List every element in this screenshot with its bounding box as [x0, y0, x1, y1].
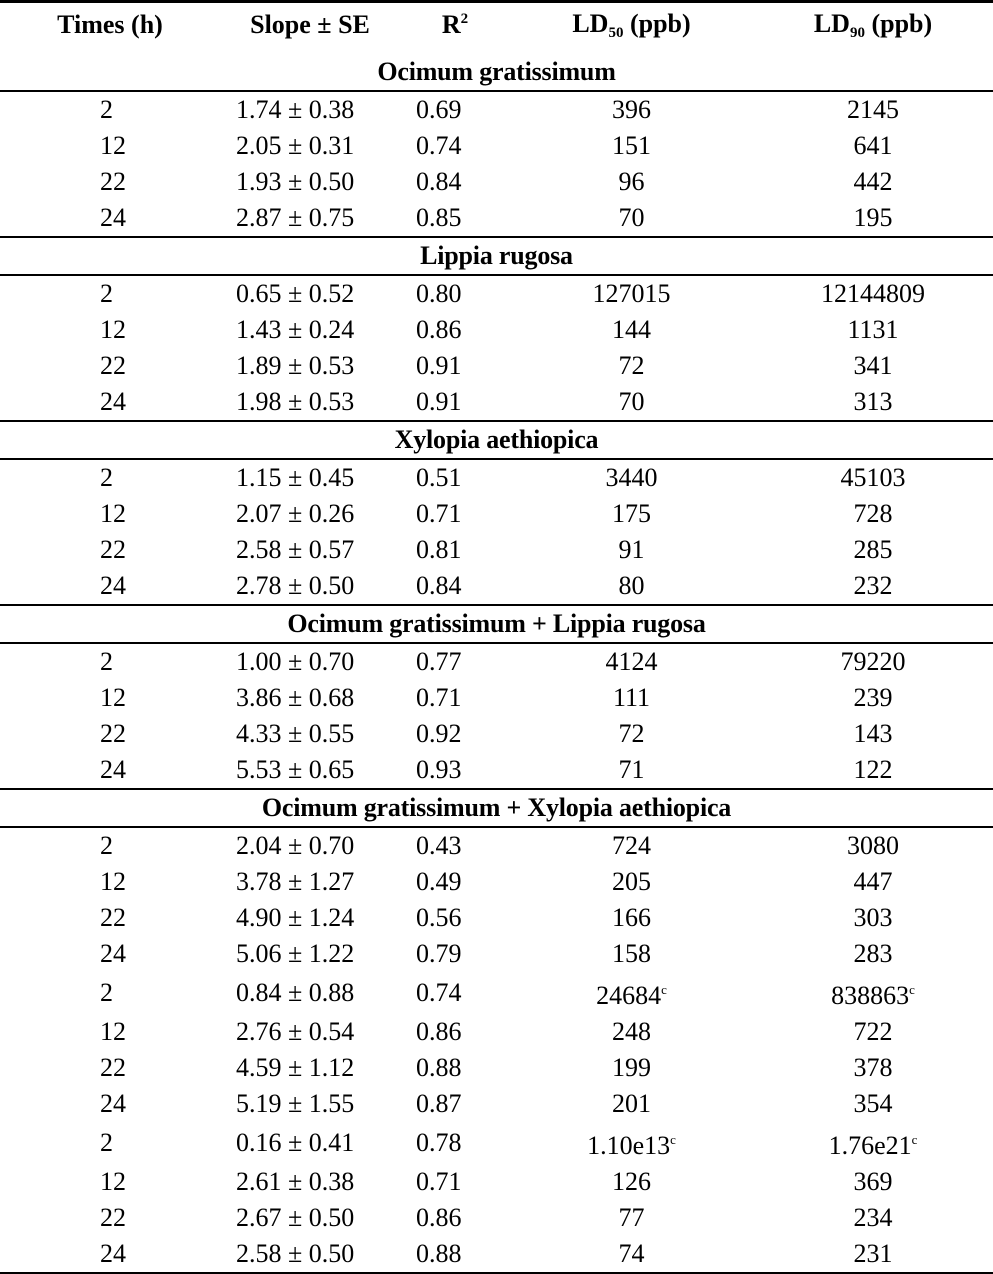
ld90-cell: 239 [853, 682, 893, 712]
r2-cell: 0.86 [416, 1016, 462, 1046]
time-cell: 22 [100, 718, 126, 748]
table-row [0, 936, 993, 972]
ld50-cell: 70 [510, 384, 753, 421]
ld90-cell: 143 [853, 718, 893, 748]
group-header-row [0, 421, 993, 459]
time-cell: 2 [100, 1127, 113, 1157]
header-row [0, 2, 993, 54]
ld90-cell: 728 [853, 498, 893, 528]
r2-cell: 0.51 [416, 462, 462, 492]
r2-cell: 0.91 [400, 384, 510, 421]
ld50-cell: 72 [618, 350, 645, 380]
table-row [0, 384, 993, 421]
group-title: Lippia rugosa [0, 237, 993, 275]
ld50-cell: 205 [612, 866, 651, 896]
table-row [0, 532, 993, 568]
r2-cell: 0.77 [416, 646, 462, 676]
r2-cell: 0.81 [416, 534, 462, 564]
slope-cell: 2.67 ± 0.50 [236, 1202, 355, 1232]
slope-cell: 2.04 ± 0.70 [236, 830, 355, 860]
time-cell: 24 [0, 752, 220, 789]
time-cell: 22 [100, 1202, 126, 1232]
time-cell: 22 [100, 534, 126, 564]
table-row [0, 1122, 993, 1164]
time-cell: 22 [100, 350, 126, 380]
ld90-cell: 369 [853, 1166, 893, 1196]
ld50-cell: 1.10e13$^c$ [587, 1130, 676, 1160]
table-row [0, 1050, 993, 1086]
table-row [0, 128, 993, 164]
slope-cell: 1.74 ± 0.38 [236, 94, 355, 124]
ld90-cell: 79220 [840, 646, 906, 676]
table-row [0, 348, 993, 384]
ld50-cell: 127015 [592, 278, 671, 308]
slope-cell: 2.58 ± 0.50 [220, 1236, 400, 1273]
slope-cell: 2.76 ± 0.54 [236, 1016, 355, 1046]
table-row [0, 275, 993, 312]
r2-cell: 0.84 [416, 166, 462, 196]
header-ld90: $LD_{90}$ (ppb) [753, 2, 993, 54]
time-cell: 12 [100, 498, 126, 528]
table-row [0, 496, 993, 532]
time-cell: 2 [100, 977, 113, 1007]
ld90-cell: 303 [853, 902, 893, 932]
header-slope: Slope ± SE [220, 2, 400, 54]
ld90-cell: 838863$^c$ [831, 980, 915, 1010]
ld90-cell: 447 [853, 866, 893, 896]
time-cell: 24 [0, 568, 220, 605]
slope-cell: 4.59 ± 1.12 [236, 1052, 355, 1082]
time-cell: 2 [100, 94, 113, 124]
header-times: Times (h) [0, 2, 220, 54]
table-row [0, 1164, 993, 1200]
table-row [0, 91, 993, 128]
slope-cell: 5.53 ± 0.65 [220, 752, 400, 789]
ld90-cell: 378 [853, 1052, 893, 1082]
header-r2: $R^2$ [400, 2, 510, 54]
ld90-cell: 283 [853, 938, 893, 968]
r2-cell: 0.79 [416, 938, 462, 968]
r2-cell: 0.86 [416, 1202, 462, 1232]
ld90-cell: 341 [853, 350, 893, 380]
footnote-marker: c [911, 1131, 918, 1147]
ld50-cell: 111 [612, 682, 651, 712]
table-row [0, 643, 993, 680]
table-row [0, 680, 993, 716]
r2-cell: 0.78 [416, 1127, 462, 1157]
ld90-cell: 1131 [847, 314, 899, 344]
time-cell: 12 [100, 130, 126, 160]
r2-cell: 0.85 [400, 200, 510, 237]
table-row [0, 200, 993, 237]
table-row [0, 1236, 993, 1273]
table-row [0, 752, 993, 789]
table-row [0, 1086, 993, 1122]
ld50-cell: 199 [612, 1052, 651, 1082]
ld90-cell: 354 [853, 1088, 893, 1118]
ld50-cell: 74 [510, 1236, 753, 1273]
table-body [0, 54, 993, 1273]
ld50-cell: 91 [618, 534, 645, 564]
slope-cell: 2.78 ± 0.50 [220, 568, 400, 605]
table-row [0, 164, 993, 200]
slope-cell: 4.33 ± 0.55 [236, 718, 355, 748]
slope-cell: 1.15 ± 0.45 [236, 462, 355, 492]
r2-cell: 0.43 [416, 830, 462, 860]
ld50-cell: 3440 [605, 462, 658, 492]
time-cell: 22 [100, 902, 126, 932]
time-cell: 12 [100, 1166, 126, 1196]
ld50-cell: 151 [612, 130, 651, 160]
ld90-cell: 442 [853, 166, 893, 196]
ld50-cell: 126 [612, 1166, 651, 1196]
slope-cell: 1.93 ± 0.50 [236, 166, 355, 196]
table-row [0, 312, 993, 348]
slope-cell: 2.61 ± 0.38 [236, 1166, 355, 1196]
ld50-cell: 396 [612, 94, 651, 124]
ld50-cell: 80 [510, 568, 753, 605]
group-title: Ocimum gratissimum + Lippia rugosa [0, 605, 993, 643]
slope-cell: 1.00 ± 0.70 [236, 646, 355, 676]
slope-cell: 0.84 ± 0.88 [236, 977, 355, 1007]
footnote-marker: c [670, 1131, 676, 1147]
ld50-cell: 77 [618, 1202, 645, 1232]
time-cell: 24 [0, 200, 220, 237]
ld90-cell: 2145 [847, 94, 899, 124]
ld50-cell: 248 [612, 1016, 651, 1046]
time-cell: 24 [0, 384, 220, 421]
group-header-row [0, 789, 993, 827]
slope-cell: 2.07 ± 0.26 [236, 498, 355, 528]
group-header-row [0, 605, 993, 643]
ld90-cell: 231 [753, 1236, 993, 1273]
ld50-cell: 70 [510, 200, 753, 237]
time-cell: 2 [100, 830, 113, 860]
ld50-cell: 166 [612, 902, 651, 932]
time-cell: 12 [100, 682, 126, 712]
slope-cell: 3.86 ± 0.68 [236, 682, 355, 712]
slope-cell: 1.89 ± 0.53 [236, 350, 355, 380]
r2-cell: 0.74 [416, 130, 462, 160]
time-cell: 2 [100, 278, 113, 308]
time-cell: 12 [100, 1016, 126, 1046]
r2-cell: 0.71 [416, 498, 462, 528]
slope-cell: 1.43 ± 0.24 [236, 314, 355, 344]
table-row [0, 972, 993, 1014]
slope-cell: 2.87 ± 0.75 [220, 200, 400, 237]
ld90-cell: 722 [853, 1016, 893, 1046]
time-cell: 12 [100, 866, 126, 896]
r2-cell: 0.88 [400, 1236, 510, 1273]
r2-cell: 0.71 [416, 682, 462, 712]
ld50-cell: 71 [510, 752, 753, 789]
time-cell: 22 [100, 1052, 126, 1082]
group-title: Ocimum gratissimum [0, 54, 993, 91]
group-title: Ocimum gratissimum + Xylopia aethiopica [0, 789, 993, 827]
group-header-row [0, 237, 993, 275]
r2-cell: 0.74 [416, 977, 462, 1007]
time-cell: 24 [100, 938, 126, 968]
slope-cell: 5.19 ± 1.55 [236, 1088, 355, 1118]
ld90-cell: 234 [853, 1202, 893, 1232]
group-header-row [0, 54, 993, 91]
slope-cell: 1.98 ± 0.53 [220, 384, 400, 421]
ld50-cell: 724 [612, 830, 651, 860]
slope-cell: 4.90 ± 1.24 [236, 902, 355, 932]
ld90-cell: 12144809 [821, 278, 925, 308]
footnote-marker: c [661, 981, 667, 997]
slope-cell: 3.78 ± 1.27 [236, 866, 355, 896]
slope-cell: 0.16 ± 0.41 [236, 1127, 355, 1157]
ld90-cell: 285 [853, 534, 893, 564]
r2-cell: 0.87 [416, 1088, 462, 1118]
ld50-cell: 96 [618, 166, 645, 196]
ld90-cell: 232 [753, 568, 993, 605]
ld50-cell: 158 [612, 938, 651, 968]
table-row [0, 459, 993, 496]
time-cell: 2 [100, 646, 113, 676]
ld90-cell: 641 [853, 130, 893, 160]
slope-cell: 2.58 ± 0.57 [236, 534, 355, 564]
r2-cell: 0.71 [416, 1166, 462, 1196]
ld90-cell: 195 [753, 200, 993, 237]
r2-cell: 0.84 [400, 568, 510, 605]
time-cell: 12 [100, 314, 126, 344]
ld90-cell: 122 [753, 752, 993, 789]
table-row [0, 827, 993, 864]
ld90-cell: 45103 [840, 462, 906, 492]
group-title: Xylopia aethiopica [0, 421, 993, 459]
footnote-marker: c [909, 981, 915, 997]
ld90-cell: 1.76e21$^c$ [828, 1130, 918, 1160]
time-cell: 24 [100, 1088, 126, 1118]
table-row [0, 716, 993, 752]
ld90-cell: 313 [753, 384, 993, 421]
table-row [0, 1200, 993, 1236]
header-ld50: $LD_{50}$ (ppb) [510, 2, 753, 54]
ld50-cell: 24684$^c$ [596, 980, 667, 1010]
table-row [0, 568, 993, 605]
r2-cell: 0.88 [416, 1052, 462, 1082]
ld90-cell: 3080 [847, 830, 899, 860]
r2-cell: 0.91 [416, 350, 462, 380]
r2-cell: 0.56 [416, 902, 462, 932]
r2-cell: 0.93 [400, 752, 510, 789]
slope-cell: 2.05 ± 0.31 [236, 130, 355, 160]
ld50-cell: 144 [612, 314, 651, 344]
r2-cell: 0.69 [416, 94, 462, 124]
table-row [0, 900, 993, 936]
ld50-cell: 201 [612, 1088, 651, 1118]
time-cell: 2 [100, 462, 113, 492]
time-cell: 24 [0, 1236, 220, 1273]
ld50-cell: 72 [618, 718, 645, 748]
table-row [0, 864, 993, 900]
r2-cell: 0.49 [416, 866, 462, 896]
time-cell: 22 [100, 166, 126, 196]
r2-cell: 0.92 [416, 718, 462, 748]
ld50-cell: 175 [612, 498, 651, 528]
r2-cell: 0.80 [416, 278, 462, 308]
table-row [0, 1014, 993, 1050]
slope-cell: 5.06 ± 1.22 [236, 938, 355, 968]
ld50-cell: 4124 [605, 646, 658, 676]
r2-cell: 0.86 [416, 314, 462, 344]
slope-cell: 0.65 ± 0.52 [236, 278, 355, 308]
